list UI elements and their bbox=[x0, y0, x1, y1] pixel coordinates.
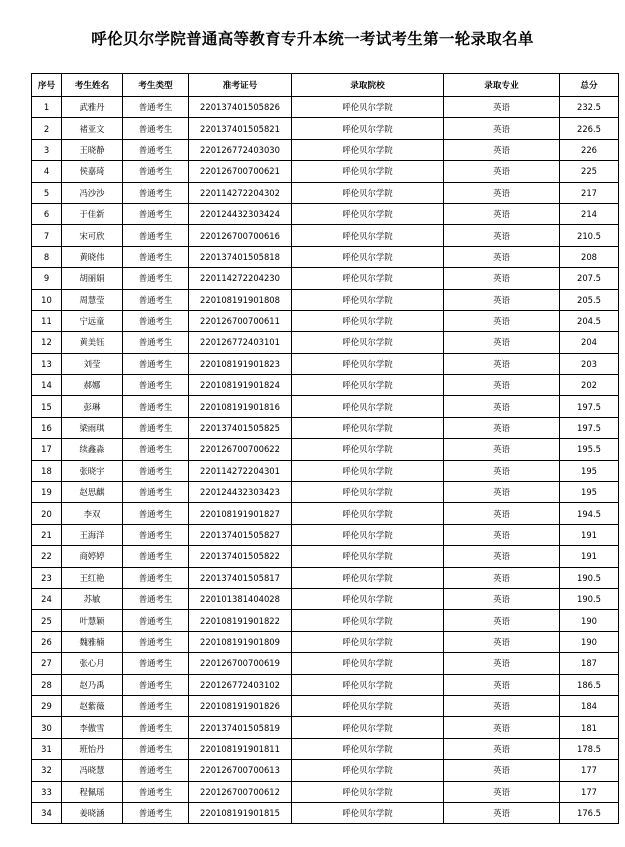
admitted-major: 英语 bbox=[444, 631, 560, 652]
row-no: 24 bbox=[32, 588, 62, 609]
header-score: 总分 bbox=[560, 74, 619, 97]
row-no: 30 bbox=[32, 717, 62, 738]
row-no: 32 bbox=[32, 760, 62, 781]
table-row bbox=[32, 225, 619, 246]
admitted-school: 呼伦贝尔学院 bbox=[292, 332, 444, 353]
row-no: 18 bbox=[32, 460, 62, 481]
student-type: 普通考生 bbox=[123, 717, 189, 738]
table-row bbox=[32, 268, 619, 289]
student-name: 苏敏 bbox=[62, 588, 123, 609]
student-type: 普通考生 bbox=[123, 139, 189, 160]
admitted-school: 呼伦贝尔学院 bbox=[292, 460, 444, 481]
student-name: 叶慧颖 bbox=[62, 610, 123, 631]
admitted-school: 呼伦贝尔学院 bbox=[292, 781, 444, 802]
student-type: 普通考生 bbox=[123, 310, 189, 331]
student-name: 刘莹 bbox=[62, 353, 123, 374]
student-type: 普通考生 bbox=[123, 674, 189, 695]
header-row bbox=[32, 74, 619, 97]
row-no: 23 bbox=[32, 567, 62, 588]
student-name: 宋可欣 bbox=[62, 225, 123, 246]
admitted-school: 呼伦贝尔学院 bbox=[292, 524, 444, 545]
row-no: 34 bbox=[32, 802, 62, 823]
student-name: 班怡丹 bbox=[62, 738, 123, 759]
student-type: 普通考生 bbox=[123, 182, 189, 203]
table-row bbox=[32, 439, 619, 460]
table-header bbox=[32, 74, 619, 97]
admitted-school: 呼伦贝尔学院 bbox=[292, 802, 444, 823]
exam-id: 220108191901826 bbox=[189, 695, 292, 716]
table-row bbox=[32, 396, 619, 417]
admitted-major: 英语 bbox=[444, 139, 560, 160]
student-name: 赵乃禹 bbox=[62, 674, 123, 695]
table-row bbox=[32, 717, 619, 738]
admitted-major: 英语 bbox=[444, 760, 560, 781]
table-row bbox=[32, 310, 619, 331]
admitted-school: 呼伦贝尔学院 bbox=[292, 674, 444, 695]
total-score: 191 bbox=[560, 546, 619, 567]
exam-id: 220108191901824 bbox=[189, 375, 292, 396]
row-no: 21 bbox=[32, 524, 62, 545]
total-score: 217 bbox=[560, 182, 619, 203]
header-type: 考生类型 bbox=[123, 74, 189, 97]
student-name: 侯嘉琦 bbox=[62, 161, 123, 182]
student-type: 普通考生 bbox=[123, 375, 189, 396]
row-no: 19 bbox=[32, 482, 62, 503]
student-name: 梁雨琪 bbox=[62, 417, 123, 438]
table-row bbox=[32, 118, 619, 139]
exam-id: 220126700700611 bbox=[189, 310, 292, 331]
admitted-school: 呼伦贝尔学院 bbox=[292, 631, 444, 652]
row-no: 2 bbox=[32, 118, 62, 139]
total-score: 190.5 bbox=[560, 567, 619, 588]
admitted-school: 呼伦贝尔学院 bbox=[292, 353, 444, 374]
row-no: 29 bbox=[32, 695, 62, 716]
exam-id: 220126772403102 bbox=[189, 674, 292, 695]
row-no: 33 bbox=[32, 781, 62, 802]
admitted-major: 英语 bbox=[444, 182, 560, 203]
student-name: 胡丽娟 bbox=[62, 268, 123, 289]
admitted-school: 呼伦贝尔学院 bbox=[292, 289, 444, 310]
row-no: 22 bbox=[32, 546, 62, 567]
student-name: 张晓宇 bbox=[62, 460, 123, 481]
student-type: 普通考生 bbox=[123, 203, 189, 224]
total-score: 197.5 bbox=[560, 417, 619, 438]
row-no: 31 bbox=[32, 738, 62, 759]
total-score: 197.5 bbox=[560, 396, 619, 417]
admitted-major: 英语 bbox=[444, 781, 560, 802]
admitted-major: 英语 bbox=[444, 802, 560, 823]
table-row bbox=[32, 289, 619, 310]
exam-id: 220108191901816 bbox=[189, 396, 292, 417]
row-no: 10 bbox=[32, 289, 62, 310]
student-name: 褚亚文 bbox=[62, 118, 123, 139]
exam-id: 220126700700622 bbox=[189, 439, 292, 460]
exam-id: 220137401505826 bbox=[189, 97, 292, 118]
student-type: 普通考生 bbox=[123, 760, 189, 781]
exam-id: 220108191901827 bbox=[189, 503, 292, 524]
table-row bbox=[32, 567, 619, 588]
student-type: 普通考生 bbox=[123, 97, 189, 118]
student-name: 周慧莹 bbox=[62, 289, 123, 310]
total-score: 210.5 bbox=[560, 225, 619, 246]
total-score: 177 bbox=[560, 760, 619, 781]
exam-id: 220126772403101 bbox=[189, 332, 292, 353]
exam-id: 220124432303423 bbox=[189, 482, 292, 503]
table-row bbox=[32, 524, 619, 545]
row-no: 28 bbox=[32, 674, 62, 695]
student-name: 于佳新 bbox=[62, 203, 123, 224]
student-type: 普通考生 bbox=[123, 653, 189, 674]
student-name: 黄晓伟 bbox=[62, 246, 123, 267]
student-name: 程佩瑶 bbox=[62, 781, 123, 802]
student-type: 普通考生 bbox=[123, 332, 189, 353]
student-name: 黄美钰 bbox=[62, 332, 123, 353]
total-score: 204.5 bbox=[560, 310, 619, 331]
row-no: 15 bbox=[32, 396, 62, 417]
student-name: 姜晓涵 bbox=[62, 802, 123, 823]
admitted-major: 英语 bbox=[444, 268, 560, 289]
student-type: 普通考生 bbox=[123, 631, 189, 652]
student-type: 普通考生 bbox=[123, 802, 189, 823]
exam-id: 220137401505819 bbox=[189, 717, 292, 738]
admitted-school: 呼伦贝尔学院 bbox=[292, 203, 444, 224]
admitted-major: 英语 bbox=[444, 503, 560, 524]
admitted-major: 英语 bbox=[444, 439, 560, 460]
exam-id: 220137401505827 bbox=[189, 524, 292, 545]
exam-id: 220114272204230 bbox=[189, 268, 292, 289]
exam-id: 220137401505822 bbox=[189, 546, 292, 567]
admitted-major: 英语 bbox=[444, 695, 560, 716]
student-type: 普通考生 bbox=[123, 610, 189, 631]
admitted-school: 呼伦贝尔学院 bbox=[292, 161, 444, 182]
table-row bbox=[32, 246, 619, 267]
admitted-major: 英语 bbox=[444, 588, 560, 609]
admitted-major: 英语 bbox=[444, 375, 560, 396]
admitted-major: 英语 bbox=[444, 738, 560, 759]
admitted-school: 呼伦贝尔学院 bbox=[292, 695, 444, 716]
header-exam-id: 准考证号 bbox=[189, 74, 292, 97]
exam-id: 220126772403030 bbox=[189, 139, 292, 160]
row-no: 17 bbox=[32, 439, 62, 460]
student-name: 赵思麒 bbox=[62, 482, 123, 503]
total-score: 190.5 bbox=[560, 588, 619, 609]
total-score: 205.5 bbox=[560, 289, 619, 310]
admitted-major: 英语 bbox=[444, 653, 560, 674]
total-score: 195 bbox=[560, 460, 619, 481]
total-score: 176.5 bbox=[560, 802, 619, 823]
row-no: 1 bbox=[32, 97, 62, 118]
student-type: 普通考生 bbox=[123, 161, 189, 182]
student-type: 普通考生 bbox=[123, 439, 189, 460]
student-name: 冯晓慧 bbox=[62, 760, 123, 781]
table-row bbox=[32, 203, 619, 224]
total-score: 203 bbox=[560, 353, 619, 374]
admitted-major: 英语 bbox=[444, 674, 560, 695]
student-name: 宁远童 bbox=[62, 310, 123, 331]
row-no: 26 bbox=[32, 631, 62, 652]
student-name: 商婷婷 bbox=[62, 546, 123, 567]
total-score: 194.5 bbox=[560, 503, 619, 524]
student-type: 普通考生 bbox=[123, 246, 189, 267]
admitted-major: 英语 bbox=[444, 161, 560, 182]
admitted-major: 英语 bbox=[444, 546, 560, 567]
table-row bbox=[32, 375, 619, 396]
row-no: 14 bbox=[32, 375, 62, 396]
exam-id: 220124432303424 bbox=[189, 203, 292, 224]
student-type: 普通考生 bbox=[123, 460, 189, 481]
admission-table bbox=[31, 73, 619, 824]
exam-id: 220126700700621 bbox=[189, 161, 292, 182]
total-score: 232.5 bbox=[560, 97, 619, 118]
table-row bbox=[32, 760, 619, 781]
row-no: 9 bbox=[32, 268, 62, 289]
admitted-school: 呼伦贝尔学院 bbox=[292, 738, 444, 759]
total-score: 207.5 bbox=[560, 268, 619, 289]
admitted-school: 呼伦贝尔学院 bbox=[292, 503, 444, 524]
admitted-school: 呼伦贝尔学院 bbox=[292, 717, 444, 738]
admitted-school: 呼伦贝尔学院 bbox=[292, 375, 444, 396]
student-name: 续鑫淼 bbox=[62, 439, 123, 460]
table-row bbox=[32, 738, 619, 759]
total-score: 208 bbox=[560, 246, 619, 267]
row-no: 11 bbox=[32, 310, 62, 331]
exam-id: 220108191901809 bbox=[189, 631, 292, 652]
student-name: 李双 bbox=[62, 503, 123, 524]
admitted-school: 呼伦贝尔学院 bbox=[292, 396, 444, 417]
student-type: 普通考生 bbox=[123, 588, 189, 609]
student-name: 彭琳 bbox=[62, 396, 123, 417]
admitted-major: 英语 bbox=[444, 717, 560, 738]
admitted-major: 英语 bbox=[444, 118, 560, 139]
admitted-school: 呼伦贝尔学院 bbox=[292, 118, 444, 139]
row-no: 6 bbox=[32, 203, 62, 224]
student-type: 普通考生 bbox=[123, 268, 189, 289]
row-no: 5 bbox=[32, 182, 62, 203]
admitted-school: 呼伦贝尔学院 bbox=[292, 268, 444, 289]
total-score: 186.5 bbox=[560, 674, 619, 695]
admitted-school: 呼伦贝尔学院 bbox=[292, 246, 444, 267]
student-type: 普通考生 bbox=[123, 546, 189, 567]
student-type: 普通考生 bbox=[123, 353, 189, 374]
total-score: 190 bbox=[560, 631, 619, 652]
student-type: 普通考生 bbox=[123, 738, 189, 759]
row-no: 4 bbox=[32, 161, 62, 182]
admitted-school: 呼伦贝尔学院 bbox=[292, 97, 444, 118]
table-row bbox=[32, 631, 619, 652]
student-name: 王海洋 bbox=[62, 524, 123, 545]
table-row bbox=[32, 97, 619, 118]
admitted-school: 呼伦贝尔学院 bbox=[292, 588, 444, 609]
admitted-major: 英语 bbox=[444, 610, 560, 631]
admitted-school: 呼伦贝尔学院 bbox=[292, 546, 444, 567]
exam-id: 220137401505818 bbox=[189, 246, 292, 267]
table-row bbox=[32, 482, 619, 503]
exam-id: 220114272204301 bbox=[189, 460, 292, 481]
total-score: 191 bbox=[560, 524, 619, 545]
table-row bbox=[32, 588, 619, 609]
row-no: 12 bbox=[32, 332, 62, 353]
admitted-major: 英语 bbox=[444, 460, 560, 481]
total-score: 202 bbox=[560, 375, 619, 396]
exam-id: 220126700700613 bbox=[189, 760, 292, 781]
exam-id: 220137401505817 bbox=[189, 567, 292, 588]
admitted-school: 呼伦贝尔学院 bbox=[292, 439, 444, 460]
table-row bbox=[32, 802, 619, 823]
admitted-school: 呼伦贝尔学院 bbox=[292, 139, 444, 160]
admitted-major: 英语 bbox=[444, 225, 560, 246]
admitted-school: 呼伦贝尔学院 bbox=[292, 182, 444, 203]
student-name: 王红艳 bbox=[62, 567, 123, 588]
admitted-major: 英语 bbox=[444, 524, 560, 545]
header-no: 序号 bbox=[32, 74, 62, 97]
admitted-school: 呼伦贝尔学院 bbox=[292, 610, 444, 631]
exam-id: 220108191901815 bbox=[189, 802, 292, 823]
student-name: 张心月 bbox=[62, 653, 123, 674]
exam-id: 220137401505821 bbox=[189, 118, 292, 139]
header-name: 考生姓名 bbox=[62, 74, 123, 97]
student-name: 王晓静 bbox=[62, 139, 123, 160]
total-score: 177 bbox=[560, 781, 619, 802]
admitted-major: 英语 bbox=[444, 417, 560, 438]
admitted-major: 英语 bbox=[444, 310, 560, 331]
exam-id: 220114272204302 bbox=[189, 182, 292, 203]
exam-id: 220108191901823 bbox=[189, 353, 292, 374]
admitted-school: 呼伦贝尔学院 bbox=[292, 653, 444, 674]
student-type: 普通考生 bbox=[123, 482, 189, 503]
student-type: 普通考生 bbox=[123, 695, 189, 716]
admitted-major: 英语 bbox=[444, 289, 560, 310]
total-score: 187 bbox=[560, 653, 619, 674]
student-type: 普通考生 bbox=[123, 289, 189, 310]
header-school: 录取院校 bbox=[292, 74, 444, 97]
row-no: 8 bbox=[32, 246, 62, 267]
table-row bbox=[32, 546, 619, 567]
student-name: 赵紫薇 bbox=[62, 695, 123, 716]
table-row bbox=[32, 417, 619, 438]
student-name: 李傲雪 bbox=[62, 717, 123, 738]
exam-id: 220108191901808 bbox=[189, 289, 292, 310]
exam-id: 220108191901811 bbox=[189, 738, 292, 759]
table-row bbox=[32, 674, 619, 695]
admitted-school: 呼伦贝尔学院 bbox=[292, 567, 444, 588]
student-name: 魏雅楠 bbox=[62, 631, 123, 652]
row-no: 16 bbox=[32, 417, 62, 438]
student-type: 普通考生 bbox=[123, 225, 189, 246]
student-type: 普通考生 bbox=[123, 524, 189, 545]
total-score: 226.5 bbox=[560, 118, 619, 139]
admitted-major: 英语 bbox=[444, 246, 560, 267]
admitted-major: 英语 bbox=[444, 203, 560, 224]
table-row bbox=[32, 161, 619, 182]
table-row bbox=[32, 610, 619, 631]
admitted-major: 英语 bbox=[444, 332, 560, 353]
table-row bbox=[32, 139, 619, 160]
header-major: 录取专业 bbox=[444, 74, 560, 97]
table-body bbox=[32, 97, 619, 824]
total-score: 225 bbox=[560, 161, 619, 182]
document-title: 呼伦贝尔学院普通高等教育专升本统一考试考生第一轮录取名单 bbox=[91, 30, 534, 48]
admitted-school: 呼伦贝尔学院 bbox=[292, 225, 444, 246]
row-no: 13 bbox=[32, 353, 62, 374]
row-no: 25 bbox=[32, 610, 62, 631]
total-score: 184 bbox=[560, 695, 619, 716]
table-row bbox=[32, 182, 619, 203]
admitted-school: 呼伦贝尔学院 bbox=[292, 310, 444, 331]
total-score: 204 bbox=[560, 332, 619, 353]
exam-id: 220137401505825 bbox=[189, 417, 292, 438]
exam-id: 220108191901822 bbox=[189, 610, 292, 631]
admitted-school: 呼伦贝尔学院 bbox=[292, 417, 444, 438]
admitted-major: 英语 bbox=[444, 567, 560, 588]
student-type: 普通考生 bbox=[123, 118, 189, 139]
exam-id: 220126700700619 bbox=[189, 653, 292, 674]
row-no: 7 bbox=[32, 225, 62, 246]
student-name: 冯沙沙 bbox=[62, 182, 123, 203]
row-no: 20 bbox=[32, 503, 62, 524]
total-score: 195 bbox=[560, 482, 619, 503]
table-row bbox=[32, 460, 619, 481]
admitted-school: 呼伦贝尔学院 bbox=[292, 482, 444, 503]
exam-id: 220126700700616 bbox=[189, 225, 292, 246]
total-score: 214 bbox=[560, 203, 619, 224]
exam-id: 220126700700612 bbox=[189, 781, 292, 802]
table-row bbox=[32, 353, 619, 374]
total-score: 178.5 bbox=[560, 738, 619, 759]
admitted-major: 英语 bbox=[444, 353, 560, 374]
total-score: 190 bbox=[560, 610, 619, 631]
student-type: 普通考生 bbox=[123, 417, 189, 438]
admitted-major: 英语 bbox=[444, 482, 560, 503]
total-score: 181 bbox=[560, 717, 619, 738]
admitted-major: 英语 bbox=[444, 396, 560, 417]
table-row bbox=[32, 653, 619, 674]
table-row bbox=[32, 695, 619, 716]
admitted-school: 呼伦贝尔学院 bbox=[292, 760, 444, 781]
admitted-major: 英语 bbox=[444, 97, 560, 118]
table-row bbox=[32, 332, 619, 353]
exam-id: 220101381404028 bbox=[189, 588, 292, 609]
student-type: 普通考生 bbox=[123, 396, 189, 417]
student-type: 普通考生 bbox=[123, 567, 189, 588]
student-type: 普通考生 bbox=[123, 781, 189, 802]
table-row bbox=[32, 503, 619, 524]
student-type: 普通考生 bbox=[123, 503, 189, 524]
student-name: 郝娜 bbox=[62, 375, 123, 396]
row-no: 27 bbox=[32, 653, 62, 674]
student-name: 武雅丹 bbox=[62, 97, 123, 118]
total-score: 226 bbox=[560, 139, 619, 160]
total-score: 195.5 bbox=[560, 439, 619, 460]
table-row bbox=[32, 781, 619, 802]
row-no: 3 bbox=[32, 139, 62, 160]
